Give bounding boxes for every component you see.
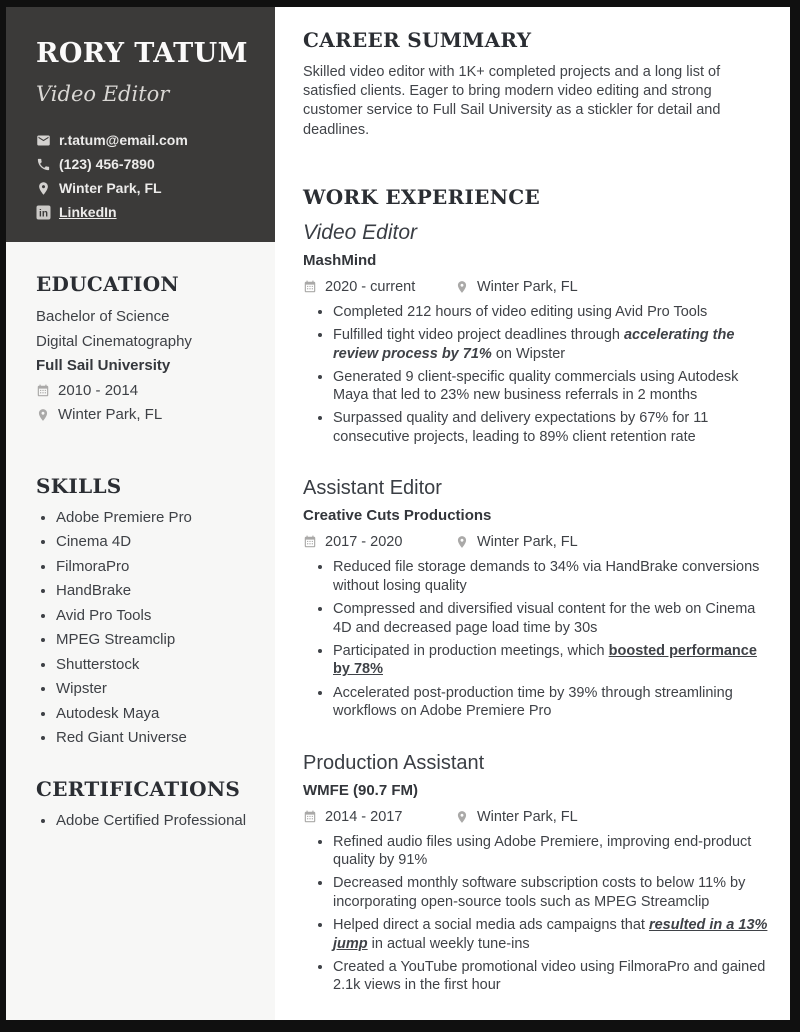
job-location-wrap [455,809,578,825]
bullet-text-segment: Fulfilled tight video project deadlines through [333,326,624,343]
location-pin-icon [455,280,469,294]
job-bullet [333,833,770,870]
job-dates: 2020 - current [325,278,416,295]
contact-email [36,132,251,148]
location-pin-icon [455,535,469,549]
job-meta-row [303,279,770,295]
job-bullet [333,684,770,721]
job-bullet-list [303,558,770,720]
job-meta-row [303,809,770,825]
job-bullet [333,916,770,953]
main-column [275,7,790,1020]
calendar-icon [303,280,317,294]
skill-item: • Shutterstock [56,656,255,673]
skills-list [36,509,255,747]
phone-icon [36,157,51,172]
job-entry [303,221,770,447]
certification-item: • Adobe Certified Professional [56,812,255,829]
job-bullet [333,958,770,995]
job-title: Production Assistant [303,751,485,774]
contact-location [36,180,251,196]
job-bullet [333,600,770,637]
job-bullet [333,303,770,322]
job-location: Winter Park, FL [477,808,578,825]
certifications-list [36,812,255,829]
education-dates: 2010 - 2014 [58,381,139,399]
education-location: Winter Park, FL [58,406,163,423]
bullet-text-segment: Surpassed quality and delivery expectations by 67% for 11 consecutive projects, leading to 89% client retention rate [333,410,709,445]
bullet-text-segment: Refined audio files using Adobe Premiere, improving end-product quality by 91% [333,833,752,869]
job-location-wrap [455,279,578,295]
skills-heading: SKILLS [36,473,122,498]
career-summary-heading: CAREER SUMMARY [303,28,532,52]
bullet-text-segment: Generated 9 client-specific quality commercials using Autodesk Maya that led to 23% new business referrals in 2 months [333,368,739,404]
skill-item: • Avid Pro Tools [56,607,255,624]
contact-phone [36,156,251,172]
job-title: Video Editor [303,220,418,244]
svg-text:in: in [39,208,48,219]
skill-item: • Wipster [56,680,255,697]
job-bullet [333,558,770,595]
bullet-text-segment: Compressed and diversified visual content for the web on Cinema 4D and decreased page load time by 30s [333,601,756,636]
job-location: Winter Park, FL [477,534,578,551]
skill-item: • Adobe Premiere Pro [56,509,255,526]
bullet-text-segment: Participated in production meetings, which [333,642,609,659]
person-job-title: Video Editor [36,82,170,106]
work-experience-section [303,185,770,995]
job-bullet [333,409,770,446]
job-title: Assistant Editor [303,477,442,500]
phone-text: (123) 456-7890 [59,156,155,172]
job-location: Winter Park, FL [477,278,578,295]
job-bullet [333,368,770,405]
skill-item: • MPEG Streamclip [56,631,255,648]
education-degree: Bachelor of Science [36,308,170,325]
job-bullet-list [303,303,770,447]
sidebar [6,7,275,1020]
bullet-text-segment: Completed 212 hours of video editing using Avid Pro Tools [333,303,708,320]
skill-item: • Cinema 4D [56,533,255,550]
skill-item: • Autodesk Maya [56,705,255,722]
job-bullet [333,642,770,679]
education-entry [36,305,255,428]
job-location-wrap [455,534,578,550]
education-school: Full Sail University [36,357,171,374]
skill-item: • FilmoraPro [56,558,255,575]
job-bullet [333,874,770,911]
bullet-text-segment: Decreased monthly software subscription costs to below 11% by incorporating open-source tools such as MPEG Streamclip [333,875,746,910]
education-heading: EDUCATION [36,272,180,296]
bullet-text-segment: resulted in a 13% jump [333,917,768,952]
job-entry [303,477,770,720]
job-dates-wrap [303,279,455,295]
linkedin-link[interactable]: LinkedIn [59,204,117,220]
job-bullet-list [303,833,770,995]
contact-linkedin [36,204,251,220]
email-icon [36,133,51,148]
bullet-text-segment: Accelerated post-production time by 39% through streamlining workflows on Adobe Premiere Pro [333,684,733,720]
job-dates: 2014 - 2017 [325,808,403,825]
education-dates-row [36,379,255,404]
bullet-text-segment: in actual weekly tune-ins [367,935,530,952]
person-name: RORY TATUM [36,38,248,69]
location-pin-icon [455,810,469,824]
bullet-text-segment: on Wipster [491,345,566,362]
location-pin-icon [36,181,51,196]
job-company: Creative Cuts Productions [303,507,492,525]
career-summary-section [303,28,770,140]
education-location-row [36,403,255,428]
job-bullet [333,326,770,363]
bullet-text-segment: Created a YouTube promotional video using FilmoraPro and gained 2.1k views in the first hour [333,958,766,994]
bullet-text-segment: accelerating the review process by 71% [333,326,735,362]
skill-item: • HandBrake [56,582,255,599]
contact-list [36,132,251,220]
education-section [36,272,255,428]
skill-item: • Red Giant Universe [56,729,255,746]
education-major: Digital Cinematography [36,332,192,350]
job-company: WMFE (90.7 FM) [303,781,418,799]
job-dates-wrap [303,534,455,550]
bullet-text-segment: boosted performance by 78% [333,642,757,678]
sidebar-body [6,242,275,837]
bullet-text-segment: Reduced file storage demands to 34% via HandBrake conversions without losing quality [333,559,760,595]
email-text: r.tatum@email.com [59,132,188,148]
job-entry [303,752,770,995]
skills-section [36,474,255,747]
calendar-icon [303,535,317,549]
calendar-icon [36,384,50,398]
job-list [303,221,770,995]
career-summary-text: Skilled video editor with 1K+ completed projects and a long list of satisfied clients. Eager to bring modern video editing and strong customer service to Full Sail University as a stickler for detail and deadlines. [303,64,721,138]
calendar-icon [303,810,317,824]
certifications-heading: CERTIFICATIONS [36,777,241,801]
resume-page [6,7,790,1020]
linkedin-icon [36,205,51,220]
job-dates: 2017 - 2020 [325,534,403,551]
location-pin-icon [36,408,50,422]
job-meta-row [303,534,770,550]
work-experience-heading: WORK EXPERIENCE [303,184,541,209]
sidebar-header [6,7,275,242]
bullet-text-segment: Helped direct a social media ads campaigns that [333,917,649,934]
location-text: Winter Park, FL [59,180,162,196]
certifications-section [36,777,255,829]
job-dates-wrap [303,809,455,825]
job-company: MashMind [303,251,377,269]
